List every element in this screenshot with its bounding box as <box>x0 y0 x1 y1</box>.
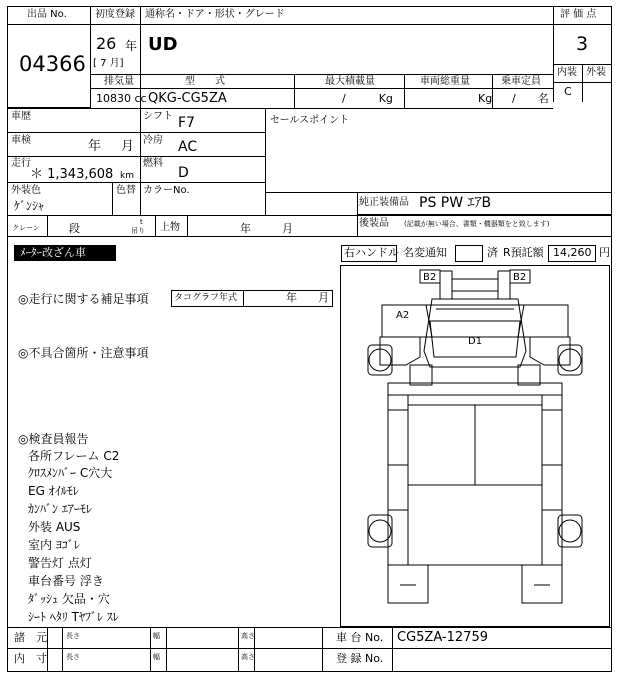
tacho-year: 年 <box>286 291 297 304</box>
chassis-label: 車 台 No. <box>336 631 384 644</box>
diagram-mark-b2-right: B2 <box>513 272 527 283</box>
crane-stage: 段 <box>69 222 80 235</box>
shift-label: シフト <box>143 111 173 122</box>
color-code-label: カラーNo. <box>143 185 190 196</box>
recycle-deposit-label: R預託額 <box>503 246 544 259</box>
footer-length-label: 長さ <box>66 632 80 640</box>
driving-label: ◎走行に関する補足事項 <box>18 292 149 306</box>
crane-label: クレーン <box>12 224 40 232</box>
tacho-month: 月 <box>318 291 329 304</box>
gross-weight-value: Kg <box>478 92 493 105</box>
first-reg-label: 初度登録 <box>95 9 135 20</box>
truck-damage-diagram <box>340 265 610 627</box>
reg-label: 登 録 No. <box>336 652 384 665</box>
footer-row2-label: 内 寸 <box>14 652 47 665</box>
inspector-line: ｶﾝﾊﾞﾝ ｴｱｰﾓﾚ <box>28 502 92 516</box>
ac-label: 冷房 <box>143 135 163 146</box>
inspector-line: 室内 ﾖｺﾞﾚ <box>28 538 80 552</box>
crane-lift: 吊り <box>131 227 145 235</box>
mileage-unit: km <box>120 171 134 181</box>
year-unit: 年 <box>125 39 138 53</box>
inspector-label: ◎検査員報告 <box>18 432 89 446</box>
recycle-unit: 円 <box>599 246 610 259</box>
diagram-mark-d1: D1 <box>468 336 483 347</box>
type-label: 型 式 <box>185 76 225 87</box>
capacity-value: / 名 <box>512 92 549 105</box>
mileage-value: ＊ 1,343,608 <box>30 167 114 182</box>
color-value: ｹﾞﾝｼｬ <box>14 199 45 213</box>
mirror-right <box>498 271 510 299</box>
inspector-line: ｸﾛｽﾒﾝﾊﾞｰ C穴大 <box>28 466 113 480</box>
max-load-value: / Kg <box>342 92 393 105</box>
model-name: UD <box>148 34 178 55</box>
inspection-year: 年 <box>88 139 102 154</box>
ac-value: AC <box>178 139 198 155</box>
first-reg-year: 26 <box>96 34 117 53</box>
name-change-box <box>455 245 483 262</box>
aftermarket-label: 後装品 <box>359 218 389 229</box>
footer-row1-label: 諸 元 <box>14 631 47 644</box>
tacho-label: タコグラフ年式 <box>174 293 238 303</box>
diagram-mark-b2-left: B2 <box>423 272 437 283</box>
inspector-line: ｼｰﾄ ﾍﾀﾘ Tﾔﾌﾞﾚ ｽﾚ <box>28 610 119 624</box>
inspector-line: 各所フレーム C2 <box>28 449 120 463</box>
footer-width-label: 幅 <box>153 632 160 640</box>
mileage-label: 走行 <box>11 158 31 169</box>
color-change-label: 色替 <box>116 185 136 196</box>
inspector-line: ﾀﾞｯｼｭ 欠品・穴 <box>28 592 110 606</box>
capacity-label: 乗車定員 <box>501 76 541 87</box>
inspector-line: EG ｵｲﾙﾓﾚ <box>28 484 79 498</box>
aftermarket-note: (記載が無い場合、書類・機器類をと致します) <box>404 220 550 228</box>
upper-label: 上物 <box>160 222 180 233</box>
interior-label: 内装 <box>557 67 577 78</box>
lot-number: 04366 <box>19 52 86 76</box>
inspector-line: 車台番号 浮き <box>28 574 104 588</box>
equipment-label: 純正装備品 <box>359 197 409 208</box>
name-change-label: 名変通知 <box>403 246 447 259</box>
defects-label: ◎不具合箇所・注意事項 <box>18 346 149 360</box>
first-reg-month: [ 7 月] <box>93 58 124 69</box>
footer-width-label-2: 幅 <box>153 653 160 661</box>
score-label: 評 価 点 <box>560 9 597 20</box>
inspection-month: 月 <box>121 139 135 154</box>
displacement-value: 10830 cc <box>96 92 147 105</box>
score-value: 3 <box>576 33 589 55</box>
exterior-label: 外装 <box>586 67 606 78</box>
history-label: 車歴 <box>11 111 31 122</box>
crane-ton: t <box>140 218 143 226</box>
upper-month: 月 <box>282 222 293 235</box>
color-label: 外装色 <box>11 185 41 196</box>
recycle-deposit-value: 14,260 <box>553 246 592 259</box>
diagram-mark-a2: A2 <box>396 310 410 321</box>
tamper-badge <box>14 245 116 261</box>
footer-length-label-2: 長さ <box>66 653 80 661</box>
fuel-label: 燃料 <box>143 158 163 169</box>
displacement-label: 排気量 <box>104 76 134 87</box>
recycle-label: 済 <box>487 246 498 259</box>
max-load-label: 最大積載量 <box>325 76 375 87</box>
footer-height-label: 高さ <box>241 632 255 640</box>
inspector-line: 外装 AUS <box>28 520 81 534</box>
interior-grade: C <box>564 85 572 98</box>
model-label: 通称名・ドア・形状・グレード <box>145 9 285 20</box>
gross-weight-label: 車両総重量 <box>420 76 470 87</box>
inspector-line: 警告灯 点灯 <box>28 556 92 570</box>
fuel-value: D <box>178 165 189 181</box>
inspection-label: 車検 <box>11 135 31 146</box>
shift-value: F7 <box>178 115 195 131</box>
tamper-badge-label: ﾒｰﾀｰ改ざん車 <box>20 246 86 259</box>
upper-year: 年 <box>240 222 251 235</box>
mirror-left <box>440 271 452 299</box>
type-value: QKG-CG5ZA <box>148 91 227 106</box>
footer-height-label-2: 高さ <box>241 653 255 661</box>
chassis-value: CG5ZA-12759 <box>397 630 488 645</box>
sales-point-label: セールスポイント <box>270 115 350 126</box>
handle-label: 右ハンドル <box>344 246 399 259</box>
lot-label: 出品 No. <box>27 9 67 20</box>
equipment-value: PS PW ｴｱB <box>419 195 492 211</box>
